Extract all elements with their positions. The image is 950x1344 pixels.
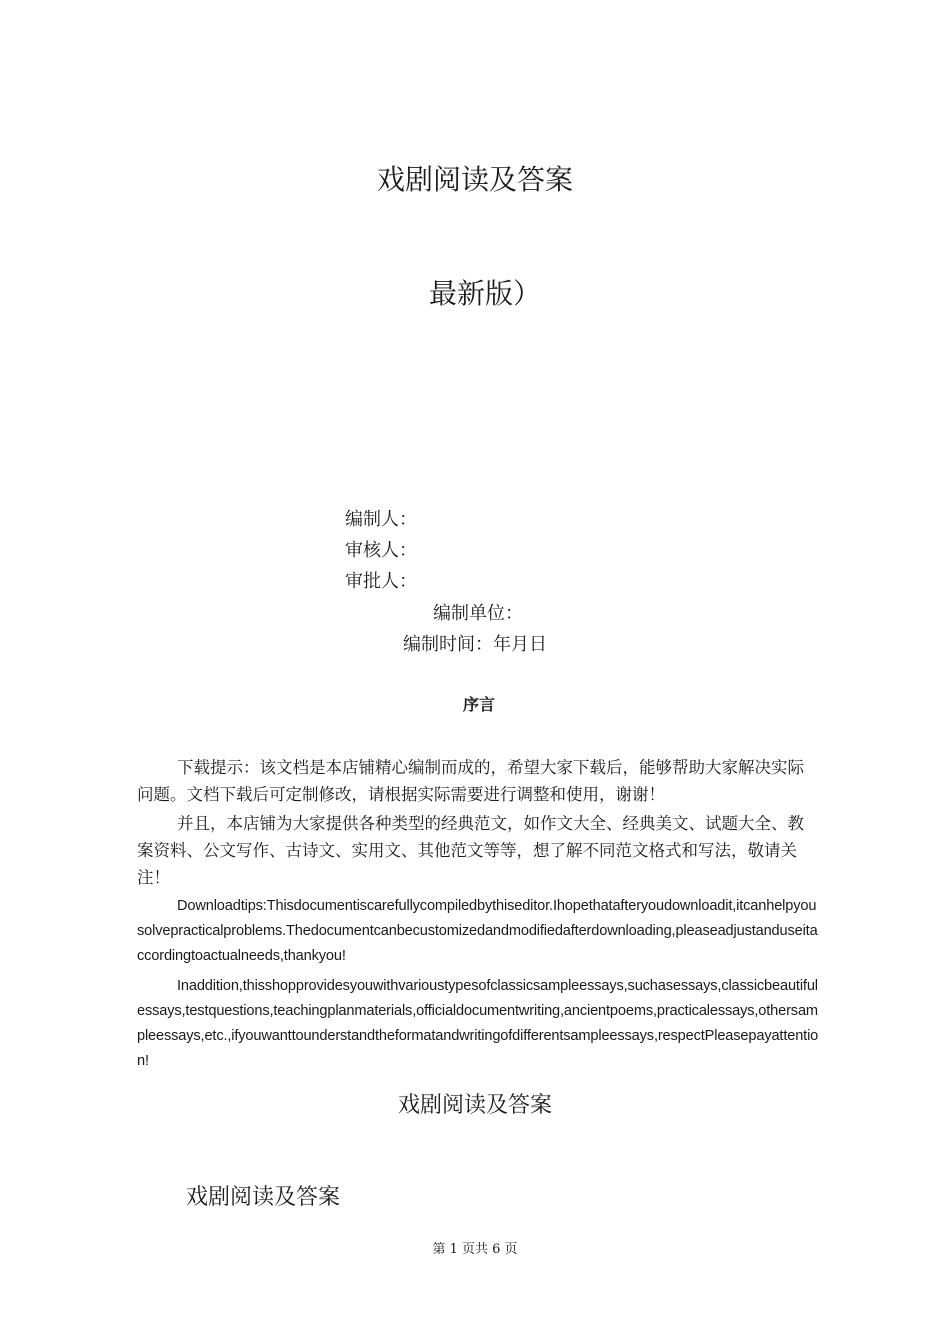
document-subtitle: 最新版）: [428, 277, 541, 310]
meta-reviewer: 审核人：: [345, 540, 417, 561]
meta-unit: 编制单位：: [433, 603, 523, 624]
preface-cn-paragraph-1: 下载提示：该文档是本店铺精心编制而成的，希望大家下载后，能够帮助大家解决实际问题。文档下载后可定制修改，请根据实际需要进行调整和使用，谢谢！: [137, 758, 804, 804]
section-title-left: 戏剧阅读及答案: [186, 1185, 341, 1210]
meta-time: 编制时间：年月日: [403, 634, 547, 655]
preface-heading: 序言: [462, 695, 495, 714]
meta-approver: 审批人：: [345, 571, 417, 592]
preface-en-paragraph-2: Inaddition,thisshopprovidesyouwithvarioustypesofclassicsampleessays,suchasessays,classicbeautifulessays,testquestions,teachingplanmaterials,officialdocumentwriting,ancientpoems,practicalessays,othersampleessays,etc.,ifyouwanttounderstandtheformatandwritingofdifferentsampleessays,respectPleasepayattention!: [137, 978, 819, 1069]
preface-cn-paragraph-2: 并且，本店铺为大家提供各种类型的经典范文，如作文大全、经典美文、试题大全、教案资料、公文写作、古诗文、实用文、其他范文等等，想了解不同范文格式和写法，敬请关注！: [137, 814, 804, 887]
preface-en-paragraph-1: Downloadtips:Thisdocumentiscarefullycompiledbythiseditor.Ihopethatafteryoudownloadit,itcanhelpyousolvepracticalproblems.Thedocumentcanbecustomizedandmodifiedafterdownloading,pleaseadjustanduseitaccordingtoactualneeds,thankyou!: [137, 898, 818, 964]
section-title-centered: 戏剧阅读及答案: [397, 1093, 552, 1118]
document-title: 戏剧阅读及答案: [376, 163, 573, 196]
page-footer: 第 1 页共 6 页: [432, 1242, 518, 1257]
meta-editor: 编制人：: [345, 509, 417, 530]
